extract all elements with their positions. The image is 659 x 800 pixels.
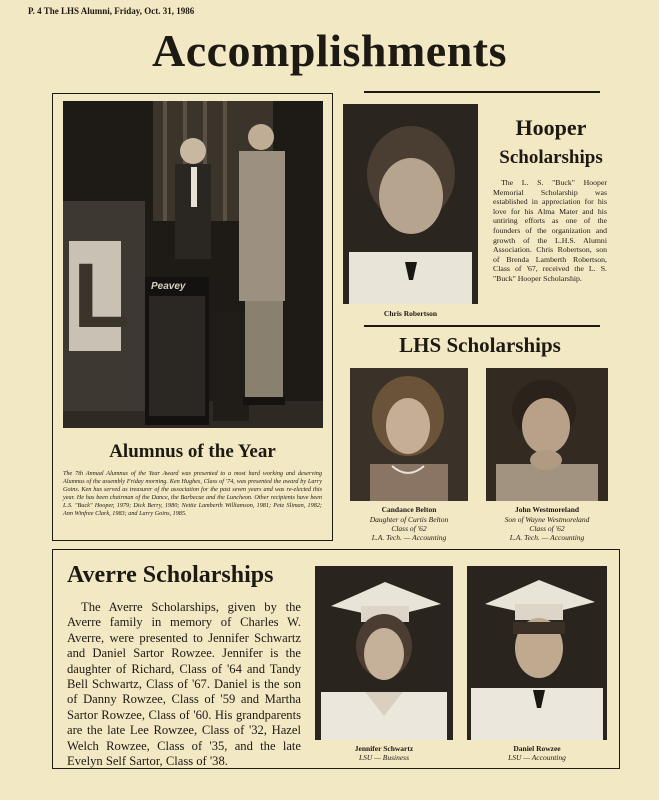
hooper-headline-2: Scholarships <box>499 147 603 168</box>
podium-letter: L <box>73 245 130 347</box>
alumnus-headline: Alumnus of the Year <box>109 441 276 462</box>
averre-recipient-2-name: Daniel Rowzee <box>513 744 561 753</box>
lhs-recipient-2-line3: L.A. Tech. — Accounting <box>509 533 585 542</box>
averre-body: The Averre Scholarships, given by the Averre family in memory of Charles W. Averre, were presented to Jennifer Schwartz and Daniel Sartor Rowzee. Jennifer is the daughter of Richard, Class of '64 and Tandy Bell Schwartz, Class of '67. Daniel is the son of Danny Rowzee, Class of '59 and Martha Sartor Rowzee, Class of '60. His grandparents are the late Lee Rowzee, Class of '32, Hazel Welch Rowzee, Class of '35, and the late Evelyn Self Sartor, Class of '38. <box>67 600 301 769</box>
lhs-headline: LHS Scholarships <box>399 333 561 357</box>
averre-photo-1 <box>315 566 453 740</box>
hooper-photo <box>343 104 478 304</box>
lhs-recipient-1-line1: Daughter of Curtis Belton <box>369 515 449 524</box>
page-title: Accomplishments <box>151 25 508 76</box>
alumnus-section <box>52 93 333 541</box>
averre-headline: Averre Scholarships <box>67 562 274 588</box>
averre-recipient-1-line1: LSU — Business <box>358 753 409 762</box>
lhs-recipient-1-line2: Class of '62 <box>391 524 427 533</box>
averre-photo-2 <box>467 566 607 740</box>
hooper-body: The L. S. "Buck" Hooper Memorial Scholarship was established in appreciation for his love for his Alma Mater and his untiring efforts as one of the founders of the organization and growth of the L.H.S. Alumni Association. Chris Robertson, son of Brenda Lamberth Robertson, Class of '67, received the L. S. "Buck" Hooper Scholarship. <box>493 178 607 283</box>
alumnus-photo <box>63 101 323 428</box>
averre-recipient-2-line1: LSU — Accounting <box>508 753 566 762</box>
hooper-top-rule <box>364 91 600 93</box>
lhs-recipient-2-line2: Class of '62 <box>529 524 565 533</box>
lhs-recipient-1-line3: L.A. Tech. — Accounting <box>371 533 447 542</box>
alumnus-body: The 7th Annual Alumnus of the Year Award was presented to a most hard working and deserving Alumnus of the assembly Friday morning. Ken Hughes, Class of '74, was presented the award by Larry Goins. Ken has served as treasurer of the association for the past seven years and was re-elected this year. He has been chairman of the Dance, the Barbecue and the Luncheon. Other recipients have been L.S. "Buck" Hooper, 1979; Dick Berry, 1980; Nettie Lamberth Williamson, 1981; Pete Sliman, 1982; Ann Winfree Clark, 1983; and Larry Goins, 1985. <box>63 470 322 518</box>
lhs-top-rule <box>364 325 600 327</box>
lhs-photo-1 <box>350 368 468 501</box>
lhs-recipient-1-name: Candance Belton <box>381 505 437 514</box>
averre-recipient-1-name: Jennifer Schwartz <box>354 744 414 753</box>
lhs-recipient-2-name: John Westmoreland <box>514 505 580 514</box>
hooper-photo-caption: Chris Robertson <box>383 309 438 318</box>
amp-brand: Peavey <box>151 281 186 292</box>
averre-section <box>52 549 620 769</box>
page-header: P. 4 The LHS Alumni, Friday, Oct. 31, 1986 <box>28 6 195 16</box>
lhs-photo-2 <box>486 368 608 501</box>
lhs-recipient-2-line1: Son of Wayne Westmoreland <box>504 515 590 524</box>
hooper-headline-1: Hooper <box>515 115 587 140</box>
